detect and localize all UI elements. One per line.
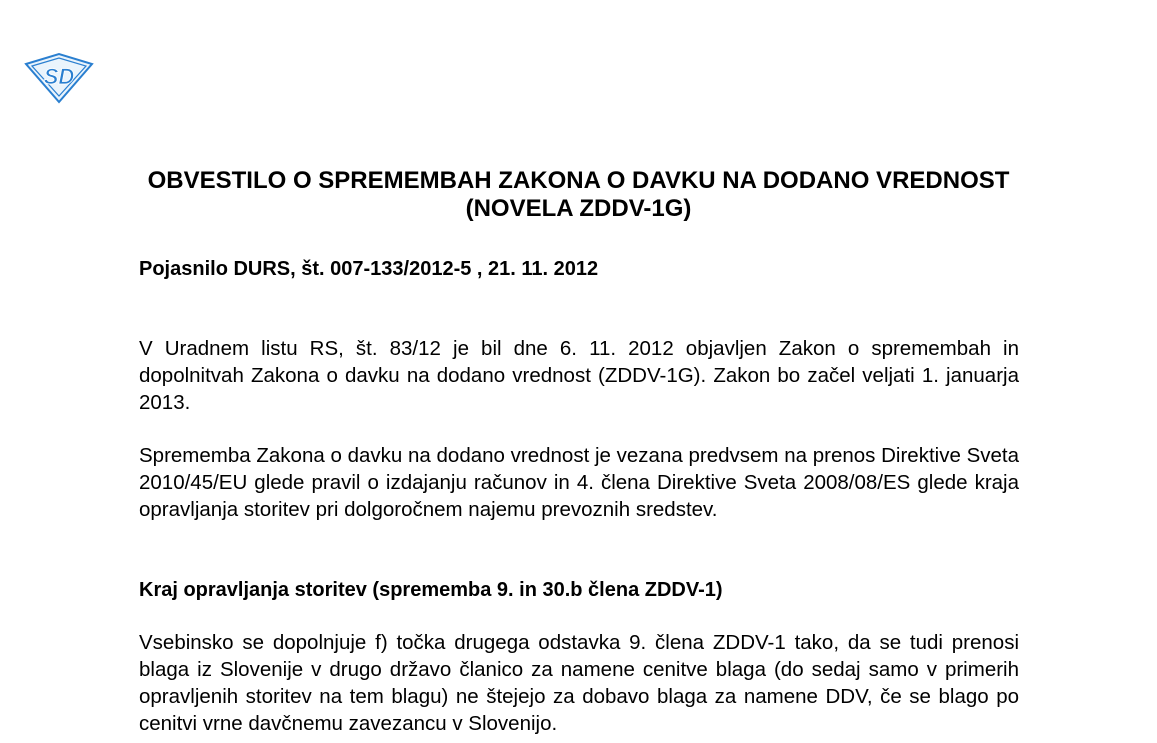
sd-logo-icon bbox=[22, 50, 96, 106]
reference-line: Pojasnilo DURS, št. 007-133/2012-5 , 21. 11. 2012 bbox=[139, 258, 599, 280]
paragraph: Vsebinsko se dopolnjuje f) točka drugega odstavka 9. člena ZDDV-1 tako, da se tudi prenosi blaga iz Slovenije v drugo državo članico za namene cenitve blaga (do sedaj samo v primerih opravljenih storitev na tem blagu) ne štejejo za dobavo blaga za namene DDV, če se blago po cenitvi vrne davčnemu zavezancu v Slovenijo. bbox=[139, 631, 1019, 735]
logo-letters: SD bbox=[43, 64, 75, 89]
document-title: OBVESTILO O SPREMEMBAH ZAKONA O DAVKU NA DODANO VREDNOST (NOVELA ZDDV-1G) bbox=[147, 167, 1010, 222]
section-heading: Kraj opravljanja storitev (sprememba 9. in 30.b člena ZDDV-1) bbox=[139, 579, 723, 601]
paragraph: V Uradnem listu RS, št. 83/12 je bil dne 6. 11. 2012 objavljen Zakon o spremembah in dopolnitvah Zakona o davku na dodano vrednost (ZDDV-1G). Zakon bo začel veljati 1. januarja 2013. bbox=[139, 337, 1019, 414]
paragraph: Sprememba Zakona o davku na dodano vrednost je vezana predvsem na prenos Direktive Sveta 2010/45/EU glede pravil o izdajanju računov in 4. člena Direktive Sveta 2008/08/ES glede kraja opravljanja storitev pri dolgoročnem najemu prevoznih sredstev. bbox=[139, 444, 1019, 521]
